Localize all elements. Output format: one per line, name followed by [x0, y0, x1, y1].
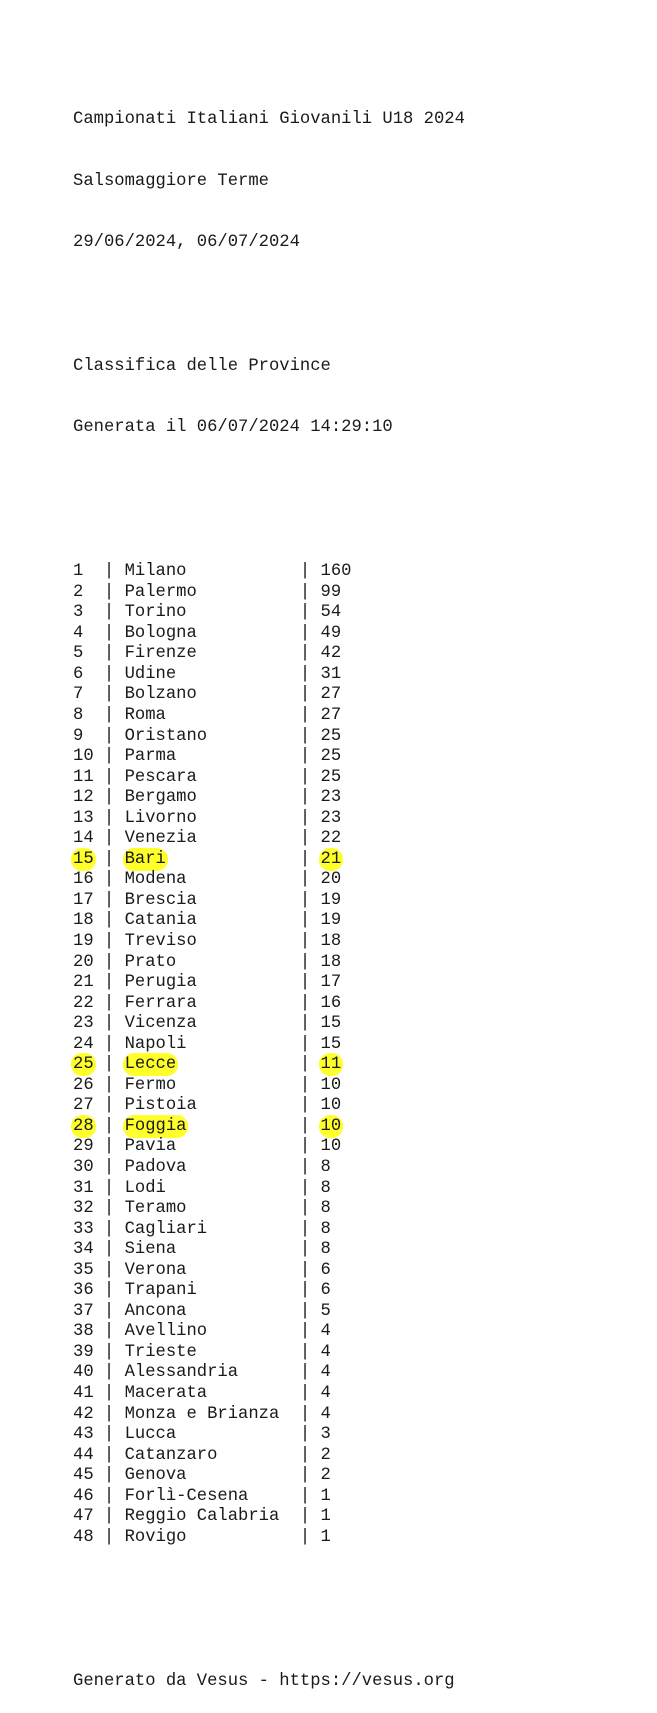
points-value: 4 [320, 1404, 331, 1424]
ranking-row [73, 953, 465, 974]
rank-value: 10 [73, 747, 94, 767]
column-separator: | [103, 1404, 115, 1424]
points-value: 8 [320, 1240, 331, 1260]
rank-value: 35 [73, 1260, 94, 1280]
points-value: 5 [320, 1301, 331, 1321]
ranking-row [73, 911, 465, 932]
province-name: Bari [124, 849, 166, 869]
points-value: 27 [320, 685, 342, 705]
column-separator: | [103, 726, 115, 746]
province-name: Pistoia [124, 1096, 197, 1116]
column-separator: | [299, 911, 311, 931]
column-separator: | [103, 1363, 115, 1383]
province-name: Catania [124, 911, 197, 931]
column-separator: | [103, 1137, 115, 1157]
column-separator: | [103, 685, 115, 705]
column-separator: | [103, 1055, 115, 1075]
footer-credit: Generato da Vesus - https://vesus.org [73, 1671, 455, 1691]
rank-value: 39 [73, 1342, 94, 1362]
column-separator: | [103, 1116, 115, 1136]
championship-title: Campionati Italiani Giovanili U18 2024 [73, 110, 465, 130]
column-separator: | [299, 726, 311, 746]
column-separator: | [299, 1281, 311, 1301]
points-value: 10 [320, 1075, 342, 1095]
ranking-row [73, 747, 465, 768]
column-separator: | [103, 952, 115, 972]
rank-value: 47 [73, 1507, 94, 1527]
ranking-row [73, 1507, 465, 1528]
column-separator: | [299, 890, 311, 910]
province-name: Rovigo [124, 1527, 187, 1547]
province-name: Brescia [124, 890, 197, 910]
province-name: Verona [124, 1260, 187, 1280]
province-name: Oristano [124, 726, 208, 746]
points-value: 31 [320, 664, 342, 684]
points-value: 15 [320, 1014, 342, 1034]
rank-value: 37 [73, 1301, 94, 1321]
province-name: Reggio Calabria [124, 1507, 280, 1527]
column-separator: | [103, 1301, 115, 1321]
column-separator: | [299, 1445, 311, 1465]
ranking-row [73, 1425, 465, 1446]
points-value: 25 [320, 747, 342, 767]
points-value: 16 [320, 993, 342, 1013]
column-separator: | [103, 1157, 115, 1177]
column-separator: | [299, 973, 311, 993]
province-name: Treviso [124, 931, 197, 951]
ranking-row [73, 994, 465, 1015]
rank-value: 42 [73, 1404, 94, 1424]
column-separator: | [299, 1342, 311, 1362]
column-separator: | [299, 1014, 311, 1034]
ranking-row [73, 665, 465, 686]
province-name: Milano [124, 562, 187, 582]
rank-value: 34 [73, 1240, 94, 1260]
ranking-row [73, 1220, 465, 1241]
column-separator: | [299, 1034, 311, 1054]
rank-value: 18 [73, 911, 94, 931]
points-value: 99 [320, 582, 342, 602]
province-name: Monza e Brianza [124, 1404, 280, 1424]
column-separator: | [299, 1363, 311, 1383]
column-separator: | [103, 767, 115, 787]
ranking-row [73, 829, 465, 850]
column-separator: | [299, 1240, 311, 1260]
ranking-row [73, 1199, 465, 1220]
points-value: 1 [320, 1507, 331, 1527]
ranking-row [73, 727, 465, 748]
ranking-row [73, 1158, 465, 1179]
column-separator: | [299, 1055, 311, 1075]
column-separator: | [299, 808, 311, 828]
ranking-row [73, 1055, 465, 1076]
column-separator: | [299, 562, 311, 582]
rank-value: 21 [73, 973, 94, 993]
points-value: 4 [320, 1384, 331, 1403]
province-name: Catanzaro [124, 1445, 218, 1465]
column-separator: | [103, 644, 115, 664]
column-separator: | [299, 1527, 311, 1547]
blank-line [73, 295, 465, 316]
column-separator: | [299, 788, 311, 808]
column-separator: | [299, 1384, 311, 1403]
column-separator: | [103, 582, 115, 602]
points-value: 6 [320, 1281, 331, 1301]
ranking-row [73, 1405, 465, 1426]
column-separator: | [299, 849, 311, 869]
ranking-row [73, 850, 465, 871]
column-separator: | [103, 1240, 115, 1260]
province-name: Bologna [124, 623, 197, 643]
blank-line [73, 1610, 465, 1631]
province-name: Lucca [124, 1425, 177, 1445]
rank-value: 4 [73, 623, 84, 643]
province-name: Alessandria [124, 1363, 239, 1383]
rank-value: 13 [73, 808, 94, 828]
province-name: Ancona [124, 1301, 187, 1321]
rank-value: 36 [73, 1281, 94, 1301]
ranking-row [73, 1343, 465, 1364]
ranking-row [73, 1261, 465, 1282]
rank-value: 3 [73, 603, 84, 623]
rank-value: 38 [73, 1322, 94, 1342]
rank-value: 8 [73, 705, 84, 725]
province-name: Macerata [124, 1384, 208, 1403]
rank-value: 46 [73, 1486, 94, 1506]
province-name: Fermo [124, 1075, 177, 1095]
column-separator: | [103, 849, 115, 869]
column-separator: | [299, 870, 311, 890]
ranking-row [73, 644, 465, 665]
ranking-row [73, 624, 465, 645]
province-name: Palermo [124, 582, 197, 602]
column-separator: | [299, 685, 311, 705]
points-value: 10 [320, 1096, 342, 1116]
column-separator: | [103, 788, 115, 808]
points-value: 2 [320, 1466, 331, 1486]
province-name: Ferrara [124, 993, 197, 1013]
column-separator: | [299, 1322, 311, 1342]
ranking-row [73, 1363, 465, 1384]
province-name: Torino [124, 603, 187, 623]
ranking-row [73, 603, 465, 624]
province-name: Lodi [124, 1178, 166, 1198]
province-name: Padova [124, 1157, 187, 1177]
rank-value: 7 [73, 685, 84, 705]
points-value: 4 [320, 1342, 331, 1362]
points-value: 4 [320, 1322, 331, 1342]
ranking-row [73, 1466, 465, 1487]
rank-value: 19 [73, 931, 94, 951]
ranking-document [73, 69, 465, 1713]
rank-value: 32 [73, 1199, 94, 1219]
column-separator: | [103, 1322, 115, 1342]
column-separator: | [103, 829, 115, 849]
rank-value: 17 [73, 890, 94, 910]
ranking-row [73, 932, 465, 953]
ranking-row [73, 562, 465, 583]
ranking-row [73, 1137, 465, 1158]
points-value: 11 [320, 1055, 342, 1075]
column-separator: | [299, 1075, 311, 1095]
column-separator: | [103, 1014, 115, 1034]
rank-value: 14 [73, 829, 94, 849]
province-name: Bolzano [124, 685, 197, 705]
rank-value: 30 [73, 1157, 94, 1177]
championship-location: Salsomaggiore Terme [73, 171, 269, 191]
ranking-row [73, 706, 465, 727]
points-value: 25 [320, 726, 342, 746]
province-name: Forlì-Cesena [124, 1486, 249, 1506]
rank-value: 6 [73, 664, 84, 684]
points-value: 19 [320, 890, 342, 910]
ranking-row [73, 809, 465, 830]
points-value: 8 [320, 1199, 331, 1219]
points-value: 3 [320, 1425, 331, 1445]
column-separator: | [103, 1096, 115, 1116]
rank-value: 48 [73, 1527, 94, 1547]
column-separator: | [103, 664, 115, 684]
ranking-title: Classifica delle Province [73, 356, 331, 376]
column-separator: | [103, 1260, 115, 1280]
province-name: Perugia [124, 973, 197, 993]
column-separator: | [103, 603, 115, 623]
column-separator: | [299, 582, 311, 602]
points-value: 6 [320, 1260, 331, 1280]
points-value: 8 [320, 1157, 331, 1177]
rank-value: 40 [73, 1363, 94, 1383]
rank-value: 45 [73, 1466, 94, 1486]
rank-value: 29 [73, 1137, 94, 1157]
points-value: 19 [320, 911, 342, 931]
points-value: 25 [320, 767, 342, 787]
column-separator: | [299, 664, 311, 684]
rank-value: 41 [73, 1384, 94, 1403]
column-separator: | [299, 1260, 311, 1280]
province-name: Trapani [124, 1281, 197, 1301]
ranking-row [73, 1179, 465, 1200]
rank-value: 12 [73, 788, 94, 808]
column-separator: | [103, 623, 115, 643]
column-separator: | [299, 1137, 311, 1157]
column-separator: | [103, 890, 115, 910]
ranking-row [73, 1281, 465, 1302]
rank-value: 28 [73, 1116, 94, 1136]
rank-value: 11 [73, 767, 94, 787]
ranking-row [73, 1035, 465, 1056]
column-separator: | [103, 1281, 115, 1301]
points-value: 17 [320, 973, 342, 993]
column-separator: | [299, 1116, 311, 1136]
column-separator: | [103, 747, 115, 767]
column-separator: | [103, 1466, 115, 1486]
points-value: 23 [320, 808, 342, 828]
points-value: 8 [320, 1219, 331, 1239]
points-value: 10 [320, 1116, 342, 1136]
province-name: Modena [124, 870, 187, 890]
ranking-row [73, 583, 465, 604]
column-separator: | [103, 1342, 115, 1362]
column-separator: | [299, 1404, 311, 1424]
column-separator: | [103, 931, 115, 951]
column-separator: | [103, 562, 115, 582]
column-separator: | [103, 705, 115, 725]
column-separator: | [299, 1301, 311, 1321]
ranking-row [73, 768, 465, 789]
points-value: 18 [320, 931, 342, 951]
province-name: Venezia [124, 829, 197, 849]
championship-dates: 29/06/2024, 06/07/2024 [73, 233, 300, 253]
column-separator: | [103, 1507, 115, 1527]
column-separator: | [299, 1096, 311, 1116]
ranking-table [73, 562, 465, 1548]
province-name: Genova [124, 1466, 187, 1486]
ranking-row [73, 788, 465, 809]
column-separator: | [299, 603, 311, 623]
province-name: Vicenza [124, 1014, 197, 1034]
province-name: Napoli [124, 1034, 187, 1054]
province-name: Livorno [124, 808, 197, 828]
column-separator: | [103, 1034, 115, 1054]
column-separator: | [103, 973, 115, 993]
points-value: 10 [320, 1137, 342, 1157]
ranking-row [73, 1446, 465, 1467]
points-value: 21 [320, 849, 342, 869]
column-separator: | [299, 767, 311, 787]
rank-value: 33 [73, 1219, 94, 1239]
province-name: Udine [124, 664, 177, 684]
ranking-row [73, 1014, 465, 1035]
column-separator: | [299, 1507, 311, 1527]
rank-value: 44 [73, 1445, 94, 1465]
rank-value: 9 [73, 726, 84, 746]
rank-value: 1 [73, 562, 84, 582]
column-separator: | [103, 1075, 115, 1095]
column-separator: | [103, 1425, 115, 1445]
province-name: Parma [124, 747, 177, 767]
column-separator: | [103, 1527, 115, 1547]
ranking-row [73, 1240, 465, 1261]
ranking-row [73, 1096, 465, 1117]
column-separator: | [103, 993, 115, 1013]
province-name: Pavia [124, 1137, 177, 1157]
column-separator: | [299, 1425, 311, 1445]
rank-value: 16 [73, 870, 94, 890]
column-separator: | [299, 623, 311, 643]
column-separator: | [299, 1157, 311, 1177]
points-value: 23 [320, 788, 342, 808]
points-value: 15 [320, 1034, 342, 1054]
points-value: 22 [320, 829, 342, 849]
rank-value: 31 [73, 1178, 94, 1198]
points-value: 2 [320, 1445, 331, 1465]
ranking-row [73, 1528, 465, 1549]
ranking-row [73, 685, 465, 706]
ranking-row [73, 1322, 465, 1343]
province-name: Pescara [124, 767, 197, 787]
column-separator: | [299, 931, 311, 951]
column-separator: | [299, 1219, 311, 1239]
rank-value: 20 [73, 952, 94, 972]
province-name: Roma [124, 705, 166, 725]
column-separator: | [103, 808, 115, 828]
points-value: 8 [320, 1178, 331, 1198]
province-name: Lecce [124, 1055, 177, 1075]
province-name: Siena [124, 1240, 177, 1260]
points-value: 42 [320, 644, 342, 664]
column-separator: | [103, 1384, 115, 1403]
rank-value: 24 [73, 1034, 94, 1054]
column-separator: | [103, 870, 115, 890]
column-separator: | [103, 1219, 115, 1239]
ranking-row [73, 1384, 465, 1405]
points-value: 1 [320, 1486, 331, 1506]
column-separator: | [299, 1199, 311, 1219]
province-name: Bergamo [124, 788, 197, 808]
column-separator: | [299, 993, 311, 1013]
points-value: 27 [320, 705, 342, 725]
province-name: Trieste [124, 1342, 197, 1362]
rank-value: 2 [73, 582, 84, 602]
column-separator: | [299, 1486, 311, 1506]
column-separator: | [299, 644, 311, 664]
blank-line [73, 480, 465, 501]
generated-timestamp: Generata il 06/07/2024 14:29:10 [73, 418, 393, 438]
points-value: 1 [320, 1527, 331, 1547]
ranking-row [73, 1076, 465, 1097]
province-name: Cagliari [124, 1219, 208, 1239]
rank-value: 43 [73, 1425, 94, 1445]
column-separator: | [103, 1178, 115, 1198]
province-name: Teramo [124, 1199, 187, 1219]
points-value: 49 [320, 623, 342, 643]
rank-value: 15 [73, 849, 94, 869]
points-value: 20 [320, 870, 342, 890]
ranking-row [73, 891, 465, 912]
rank-value: 25 [73, 1055, 94, 1075]
column-separator: | [299, 1466, 311, 1486]
points-value: 54 [320, 603, 342, 623]
points-value: 18 [320, 952, 342, 972]
column-separator: | [103, 1199, 115, 1219]
column-separator: | [103, 911, 115, 931]
rank-value: 22 [73, 993, 94, 1013]
column-separator: | [299, 1178, 311, 1198]
ranking-row [73, 1487, 465, 1508]
column-separator: | [299, 952, 311, 972]
column-separator: | [299, 705, 311, 725]
province-name: Foggia [124, 1116, 187, 1136]
rank-value: 27 [73, 1096, 94, 1116]
column-separator: | [299, 829, 311, 849]
ranking-row [73, 1302, 465, 1323]
rank-value: 26 [73, 1075, 94, 1095]
province-name: Prato [124, 952, 177, 972]
points-value: 160 [320, 562, 352, 582]
ranking-row [73, 870, 465, 891]
points-value: 4 [320, 1363, 331, 1383]
column-separator: | [103, 1486, 115, 1506]
province-name: Avellino [124, 1322, 208, 1342]
column-separator: | [299, 747, 311, 767]
column-separator: | [103, 1445, 115, 1465]
ranking-row [73, 1117, 465, 1138]
ranking-row [73, 973, 465, 994]
rank-value: 23 [73, 1014, 94, 1034]
province-name: Firenze [124, 644, 197, 664]
rank-value: 5 [73, 644, 84, 664]
